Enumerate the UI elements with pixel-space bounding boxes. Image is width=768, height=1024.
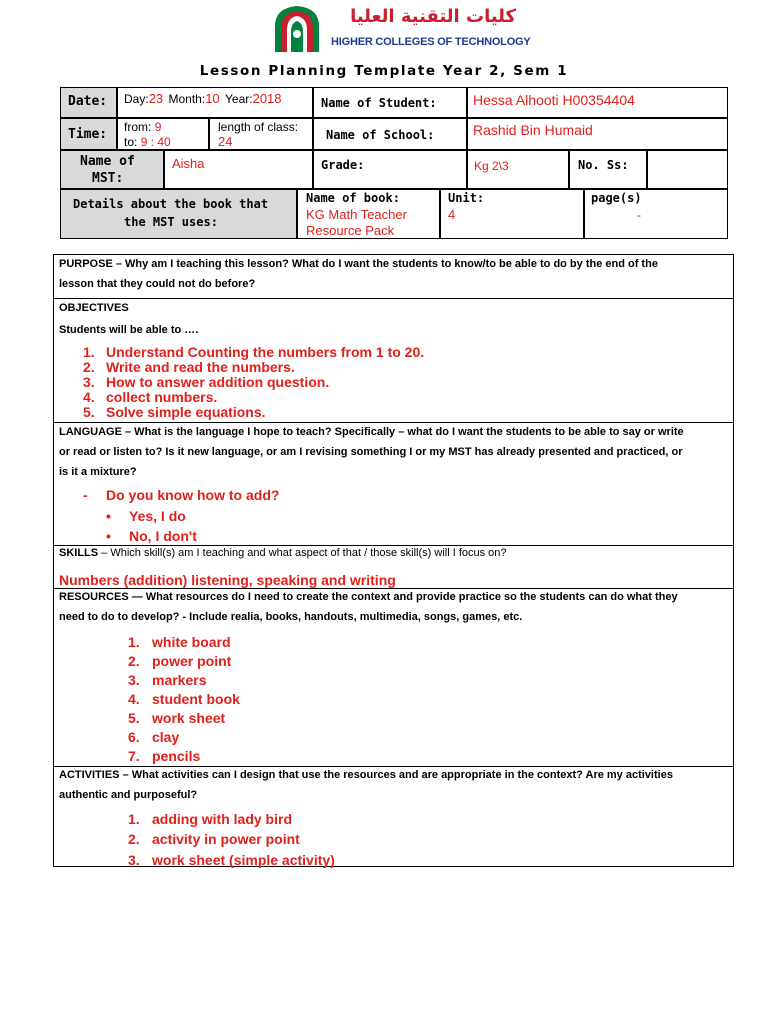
objectives-intro: Students will be able to …. [59, 324, 199, 336]
ss-value-cell [647, 150, 728, 189]
purpose-question [59, 254, 729, 294]
date-label: Date: [68, 94, 108, 109]
language-caption: LANGUAGE [59, 426, 122, 438]
resource-num: 4. [128, 691, 140, 707]
resources-line1 [59, 587, 729, 607]
objective-text: collect numbers. [106, 389, 218, 405]
objective-item [83, 374, 330, 390]
logo-emblem-icon [271, 4, 323, 54]
resource-text: student book [152, 691, 240, 707]
resource-item [128, 748, 201, 764]
to-value: 9 : 40 [140, 135, 171, 149]
resource-text: pencils [152, 748, 201, 764]
resources-caption: RESOURCES [59, 591, 129, 603]
grade-label: Grade: [321, 158, 365, 172]
objective-text: Write and read the numbers. [106, 359, 295, 375]
day-label: Day: [124, 92, 149, 106]
language-text-1: – What is the language I hope to teach? Specifically – what do I want the students to be able to say or write [121, 426, 684, 438]
dash-bullet: - [83, 487, 88, 503]
book-details-cell [60, 189, 297, 239]
ss-label: No. Ss: [578, 158, 629, 172]
resource-num: 3. [128, 672, 140, 688]
resource-item [128, 672, 207, 688]
mst-label-cell [60, 150, 164, 189]
time-label-cell [60, 118, 117, 150]
purpose-line1 [59, 254, 729, 274]
activities-caption: ACTIVITIES [59, 769, 120, 781]
objective-text: Understand Counting the numbers from 1 to 20. [106, 344, 425, 360]
activity-text: work sheet (simple activity) [152, 852, 335, 868]
time-label: Time: [68, 127, 108, 142]
unit-label: Unit: [448, 191, 485, 205]
skills-text: – Which skill(s) am I teaching and what aspect of that / those skill(s) will I focus on? [98, 547, 507, 559]
mst-label-line2: MST: [92, 171, 124, 186]
purpose-line2: lesson that they could not do before? [59, 278, 256, 290]
language-line1 [59, 422, 729, 442]
activity-item [128, 811, 292, 827]
school-label: Name of School: [326, 128, 435, 142]
book-name-cell [297, 189, 440, 239]
activity-item [128, 852, 335, 868]
activity-num: 1. [128, 811, 140, 827]
day-value: 23 [148, 91, 164, 106]
pages-cell [584, 189, 728, 239]
objective-item [83, 404, 266, 420]
language-line2: or read or listen to? Is it new language, or am I revising something I or my MST has already presented and practiced, or [59, 446, 683, 458]
student-value-cell [467, 87, 728, 118]
skills-answer: Numbers (addition) listening, speaking and writing [59, 572, 396, 588]
school-value-cell [467, 118, 728, 150]
objective-item [83, 344, 425, 360]
skills-caption: SKILLS [59, 547, 99, 559]
activity-text: activity in power point [152, 831, 300, 847]
page-title: Lesson Planning Template Year 2, Sem 1 [199, 63, 569, 79]
to-label: to: [124, 135, 138, 149]
language-answer [106, 508, 186, 524]
book-name-line1: KG Math Teacher [306, 207, 407, 222]
from-row [124, 120, 161, 134]
resource-num: 2. [128, 653, 140, 669]
length-label: length of class: [218, 120, 299, 134]
objective-num: 1. [83, 344, 95, 360]
resource-item [128, 729, 180, 745]
student-label: Name of Student: [321, 96, 437, 110]
book-details-line1: Details about the book that [73, 197, 269, 211]
mst-value: Aisha [172, 156, 205, 171]
book-name-label: Name of book: [306, 191, 400, 205]
date-values [124, 91, 282, 106]
resource-text: clay [152, 729, 180, 745]
resource-item [128, 653, 232, 669]
unit-value: 4 [448, 207, 456, 222]
resource-num: 5. [128, 710, 140, 726]
bullet-icon: • [106, 528, 111, 544]
pages-label: page(s) [591, 191, 642, 205]
school-label-cell [313, 118, 467, 150]
resource-item [128, 634, 231, 650]
divider [53, 298, 734, 299]
activities-text-1: – What activities can I design that use the resources and are appropriate in the context? Are my activities [119, 769, 673, 781]
mst-label-line1: Name of [80, 154, 135, 169]
resource-num: 7. [128, 748, 140, 764]
logo-english-name: HIGHER COLLEGES OF TECHNOLOGY [331, 36, 531, 48]
month-label: Month: [168, 92, 206, 106]
language-answer [106, 528, 197, 544]
grade-value-cell [467, 150, 569, 189]
resource-text: markers [152, 672, 207, 688]
from-label: from: [124, 120, 152, 134]
grade-label-cell [313, 150, 467, 189]
objectives-caption: OBJECTIVES [59, 302, 129, 314]
language-question-item [83, 487, 280, 503]
to-row [124, 135, 171, 149]
activity-text: adding with lady bird [152, 811, 292, 827]
resource-text: power point [152, 653, 232, 669]
college-logo [271, 4, 531, 54]
language-prompt: Do you know how to add? [106, 487, 280, 503]
pages-value: - [637, 208, 641, 222]
resource-text: white board [152, 634, 231, 650]
logo-arabic-name: كليات التقنية العليا [350, 6, 516, 27]
objective-num: 3. [83, 374, 95, 390]
time-value-cell [117, 118, 209, 150]
from-value: 9 [154, 120, 162, 134]
grade-value: Kg 2\3 [474, 159, 509, 173]
purpose-text-1: – Why am I teaching this lesson? What do I want the students to know/to be able to do by the end of the [112, 258, 658, 270]
length-cell [209, 118, 313, 150]
objective-num: 5. [83, 404, 95, 420]
resource-text: work sheet [152, 710, 226, 726]
student-value: Hessa Alhooti H00354404 [473, 92, 635, 108]
language-answer-text: No, I don't [129, 528, 197, 544]
book-details-line2: the MST uses: [124, 215, 218, 229]
activities-question [59, 765, 729, 805]
objective-text: How to answer addition question. [106, 374, 330, 390]
resources-question [59, 587, 729, 627]
skills-question [59, 543, 729, 563]
objective-item [83, 359, 295, 375]
activity-num: 2. [128, 831, 140, 847]
date-value-cell [117, 87, 313, 118]
activities-line1 [59, 765, 729, 785]
ss-label-cell [569, 150, 647, 189]
activity-item [128, 831, 300, 847]
activities-line2: authentic and purposeful? [59, 789, 198, 801]
activity-num: 3. [128, 852, 140, 868]
language-line3: is it a mixture? [59, 466, 137, 478]
length-value: 24 [218, 134, 233, 149]
resource-item [128, 691, 240, 707]
mst-value-cell [164, 150, 313, 189]
year-value: 2018 [252, 91, 282, 106]
unit-cell [440, 189, 584, 239]
school-value: Rashid Bin Humaid [473, 122, 593, 138]
month-value: 10 [205, 91, 220, 106]
resource-num: 1. [128, 634, 140, 650]
objective-num: 2. [83, 359, 95, 375]
objective-item [83, 389, 218, 405]
language-question [59, 422, 729, 482]
bullet-icon: • [106, 508, 111, 524]
date-label-cell [60, 87, 117, 118]
student-label-cell [313, 87, 467, 118]
year-label: Year: [225, 92, 253, 106]
book-name-line2: Resource Pack [306, 223, 395, 238]
objective-num: 4. [83, 389, 95, 405]
resource-item [128, 710, 226, 726]
purpose-caption: PURPOSE [59, 258, 113, 270]
language-answer-text: Yes, I do [129, 508, 186, 524]
objective-text: Solve simple equations. [106, 404, 266, 420]
resources-line2: need to do to develop? - Include realia, books, handouts, multimedia, songs, games, etc. [59, 611, 523, 623]
resource-num: 6. [128, 729, 140, 745]
resources-text-1: — What resources do I need to create the context and provide practice so the students can do what they [128, 591, 678, 603]
